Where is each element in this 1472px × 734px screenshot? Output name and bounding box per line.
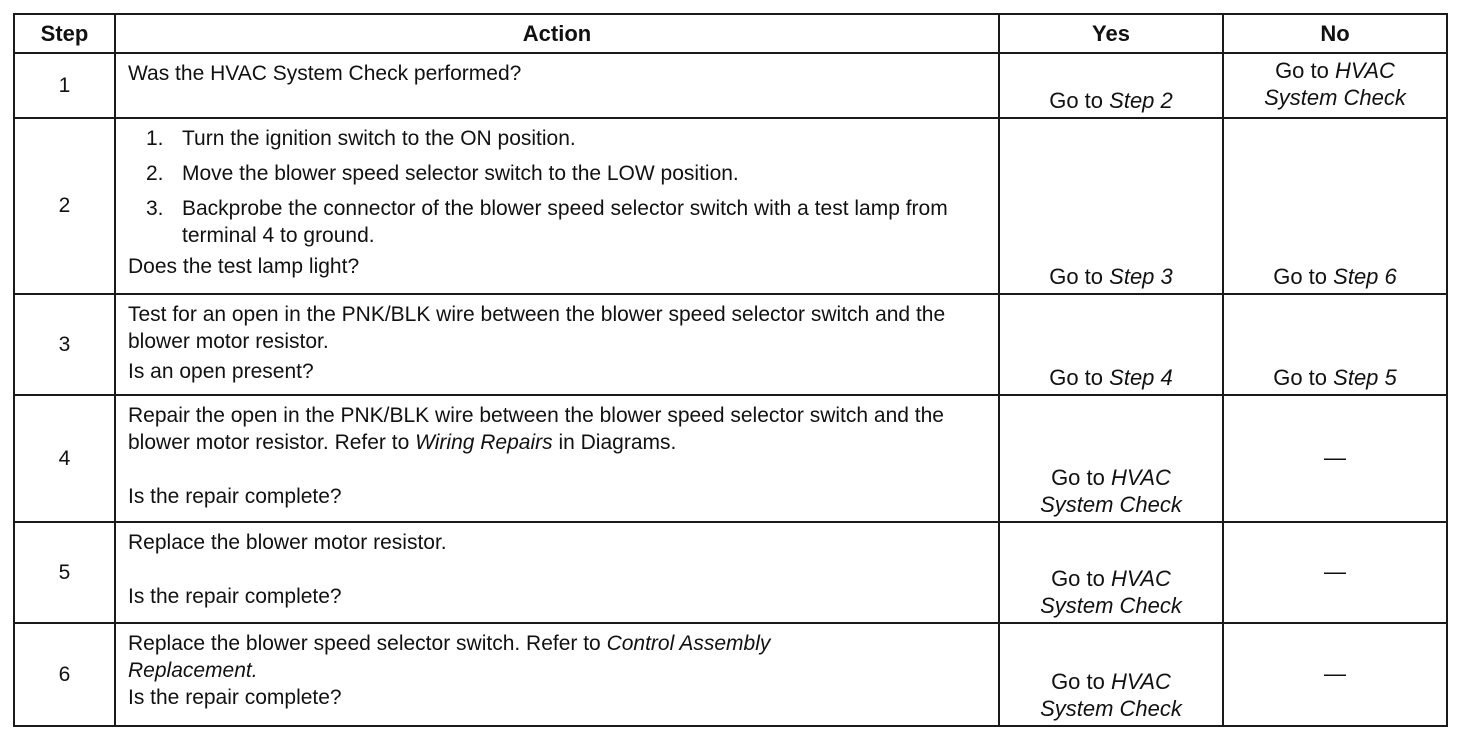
reference-link: Wiring Repairs (415, 431, 553, 454)
step-number: 4 (14, 395, 115, 522)
list-item-number: 3. (146, 197, 164, 220)
no-cell (1223, 118, 1447, 294)
no-dash: — (1324, 660, 1346, 686)
yes-prefix: Go to (1049, 365, 1104, 390)
list-item-text: Backprobe the connector of the blower speed selector switch with a test lamp from terminal 4 to ground. (182, 197, 948, 247)
yes-cell (999, 522, 1223, 623)
yes-prefix: Go to (1049, 264, 1104, 289)
table-row (14, 395, 1447, 522)
step-number: 1 (14, 53, 115, 118)
action-cell (115, 294, 999, 395)
yes-target: HVAC (1111, 669, 1171, 694)
no-cell (1223, 395, 1447, 522)
action-cell (115, 522, 999, 623)
yes-target: HVAC (1111, 566, 1171, 591)
action-text-part: in Diagrams. (552, 431, 677, 454)
action-steps-list (128, 125, 984, 249)
action-text (128, 630, 984, 657)
table-row (14, 53, 1447, 118)
reference-link: Control Assembly (606, 632, 771, 655)
header-yes: Yes (999, 14, 1223, 53)
table-header-row (14, 14, 1447, 53)
yes-cell (999, 294, 1223, 395)
yes-target: Step 3 (1109, 264, 1173, 289)
yes-prefix: Go to (1051, 566, 1105, 591)
no-cell (1223, 53, 1447, 118)
yes-target-line2: System Check (1040, 492, 1182, 517)
no-target: Step 6 (1333, 264, 1397, 289)
yes-prefix: Go to (1049, 88, 1104, 113)
table-row (14, 294, 1447, 395)
yes-prefix: Go to (1051, 465, 1105, 490)
list-item (128, 125, 984, 152)
action-question: Does the test lamp light? (128, 255, 360, 278)
list-item-text: Turn the ignition switch to the ON position. (182, 127, 576, 150)
action-text-part: Repair the open in the PNK/BLK wire between the blower speed selector switch and the blower motor resistor. Refer to (128, 404, 944, 454)
no-cell (1223, 623, 1447, 726)
action-cell (115, 623, 999, 726)
step-number: 2 (14, 118, 115, 294)
table-row (14, 118, 1447, 294)
no-target-line2: System Check (1264, 85, 1406, 110)
yes-target-line2: System Check (1040, 696, 1182, 721)
table-row (14, 623, 1447, 726)
action-text: Replace the blower motor resistor. (128, 531, 447, 554)
no-target: HVAC (1335, 58, 1395, 83)
action-question: Is the repair complete? (128, 686, 342, 709)
list-item-text: Move the blower speed selector switch to the LOW position. (182, 162, 739, 185)
no-cell (1223, 522, 1447, 623)
list-item-number: 2. (146, 162, 164, 185)
header-action: Action (115, 14, 999, 53)
no-target: Step 5 (1333, 365, 1397, 390)
action-text (128, 402, 984, 456)
action-cell (115, 118, 999, 294)
yes-target: Step 2 (1109, 88, 1173, 113)
no-prefix: Go to (1273, 365, 1328, 390)
header-step: Step (14, 14, 115, 53)
yes-prefix: Go to (1051, 669, 1105, 694)
yes-cell (999, 395, 1223, 522)
no-dash: — (1324, 558, 1346, 584)
action-cell (115, 395, 999, 522)
header-no: No (1223, 14, 1447, 53)
yes-target: HVAC (1111, 465, 1171, 490)
diagnostic-table (13, 13, 1448, 727)
no-prefix: Go to (1275, 58, 1329, 83)
yes-cell (999, 623, 1223, 726)
action-text-part: Replace the blower speed selector switch. Refer to (128, 632, 607, 655)
step-number: 3 (14, 294, 115, 395)
no-prefix: Go to (1273, 264, 1328, 289)
action-question: Is an open present? (128, 360, 314, 383)
action-cell (115, 53, 999, 118)
step-number: 5 (14, 522, 115, 623)
action-text: Test for an open in the PNK/BLK wire between the blower speed selector switch and the blower motor resistor. (128, 303, 946, 353)
action-question: Is the repair complete? (128, 485, 342, 508)
reference-link-line2: Replacement. (128, 659, 258, 682)
action-question: Is the repair complete? (128, 585, 342, 608)
no-dash: — (1324, 444, 1346, 470)
step-number: 6 (14, 623, 115, 726)
yes-target-line2: System Check (1040, 593, 1182, 618)
yes-cell (999, 118, 1223, 294)
yes-target: Step 4 (1109, 365, 1173, 390)
no-cell (1223, 294, 1447, 395)
yes-cell (999, 53, 1223, 118)
list-item-number: 1. (146, 127, 164, 150)
action-question: Was the HVAC System Check performed? (128, 62, 522, 85)
table-row (14, 522, 1447, 623)
list-item (128, 160, 984, 187)
list-item (128, 195, 984, 249)
